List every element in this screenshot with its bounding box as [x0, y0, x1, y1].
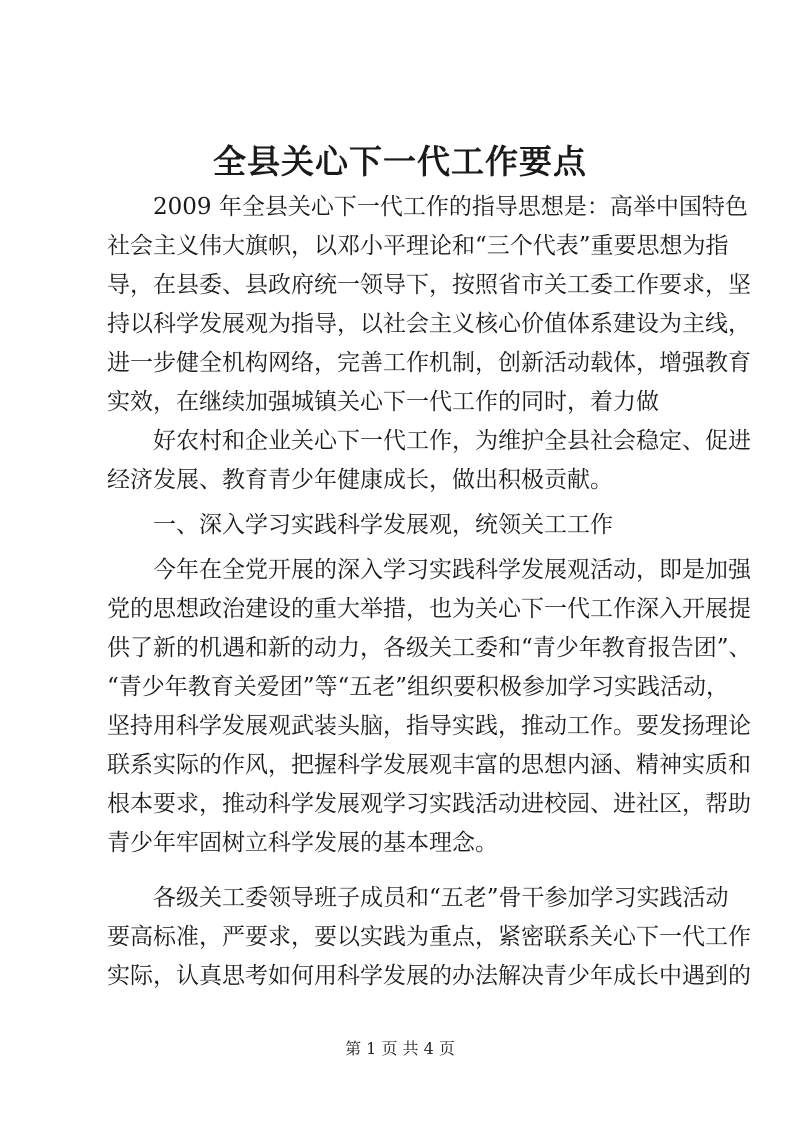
paragraph-line: 社会主义伟大旗帜，以邓小平理论和“三个代表”重要思想为指	[107, 233, 729, 259]
paragraph-spacer	[107, 863, 707, 879]
page-footer: 第 1 页 共 4 页	[345, 1039, 455, 1058]
paragraph-line: 实际，认真思考如何用科学发展的办法解决青少年成长中遇到的	[107, 963, 751, 989]
paragraph-line: 2009 年全县关心下一代工作的指导思想是：高举中国特色	[153, 194, 748, 220]
paragraph-line: 经济发展、教育青少年健康成长，做出积极贡献。	[107, 467, 613, 493]
paragraph-line: 好农村和企业关心下一代工作，为维护全县社会稳定、促进	[153, 428, 751, 454]
paragraph-line: 根本要求，推动科学发展观学习实践活动进校园、进社区，帮助	[107, 791, 751, 817]
paragraph-line: 持以科学发展观为指导，以社会主义核心价值体系建设为主线，	[107, 311, 751, 337]
paragraph-line: 进一步健全机构网络，完善工作机制，创新活动载体，增强教育	[107, 350, 751, 376]
section-heading: 一、深入学习实践科学发展观，统领关工工作	[153, 512, 613, 538]
paragraph-line: 今年在全党开展的深入学习实践科学发展观活动，即是加强	[153, 557, 751, 583]
paragraph-line: 实效，在继续加强城镇关心下一代工作的同时，着力做	[107, 389, 659, 415]
paragraph-line: “青少年教育关爱团”等“五老”组织要积极参加学习实践活动，	[107, 674, 730, 700]
paragraph-line: 各级关工委领导班子成员和“五老”骨干参加学习实践活动	[153, 885, 729, 911]
paragraph-line: 青少年牢固树立科学发展的基本理念。	[107, 830, 498, 856]
document-title: 全县关心下一代工作要点	[213, 142, 587, 181]
document-body	[107, 188, 752, 996]
paragraph-line: 党的思想政治建设的重大举措，也为关心下一代工作深入开展提	[107, 596, 751, 622]
paragraph-line: 供了新的机遇和新的动力，各级关工委和“青少年教育报告团”、	[107, 635, 752, 661]
paragraph-line: 要高标准，严要求，要以实践为重点，紧密联系关心下一代工作	[107, 924, 751, 950]
paragraph-line: 导，在县委、县政府统一领导下，按照省市关工委工作要求，坚	[107, 272, 751, 298]
paragraph-line: 坚持用科学发展观武装头脑，指导实践，推动工作。要发扬理论	[107, 713, 751, 739]
paragraph-line: 联系实际的作风，把握科学发展观丰富的思想内涵、精神实质和	[107, 752, 751, 778]
